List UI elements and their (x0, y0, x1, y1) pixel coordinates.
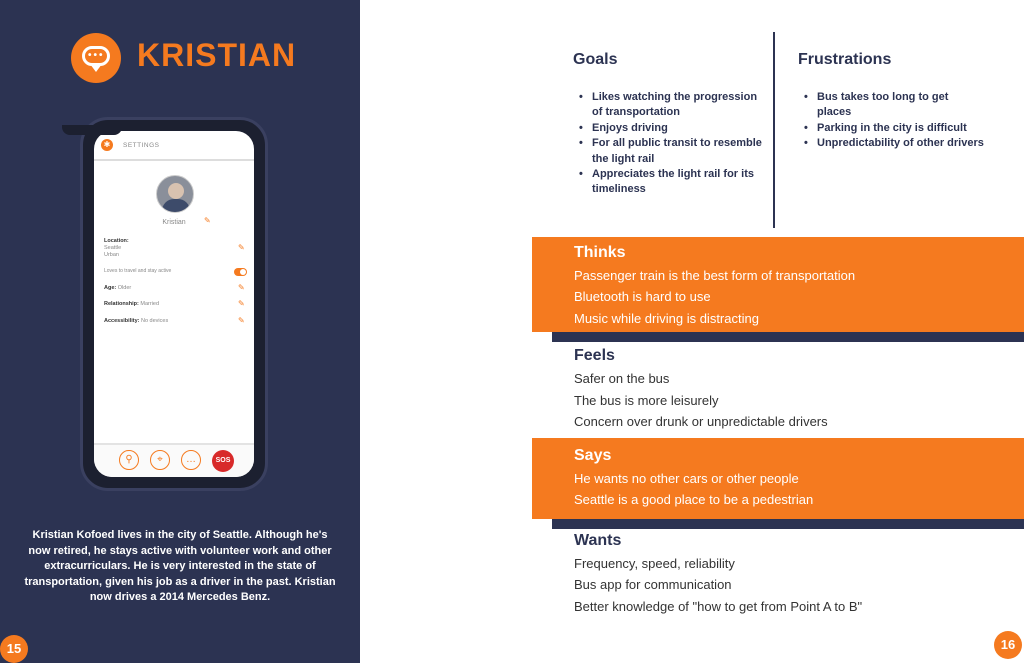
settings-title: SETTINGS (123, 141, 160, 149)
phone-notch (62, 125, 122, 135)
edit-age-pencil-icon[interactable]: ✎ (238, 283, 245, 292)
gear-icon[interactable]: ✱ (101, 139, 113, 151)
phone-bottom-bar (94, 443, 254, 477)
feels-item: Concern over drunk or unpredictable drivers (574, 414, 828, 429)
feels-title: Feels (574, 347, 615, 364)
page-number-left: 15 (0, 635, 28, 663)
edit-name-pencil-icon[interactable]: ✎ (204, 216, 211, 225)
list-item: • Parking in the city is difficult (804, 121, 984, 136)
frustrations-list (804, 90, 984, 152)
phone-screen (94, 131, 254, 477)
list-item: • Appreciates the light rail for its timeliness (579, 167, 765, 198)
list-item: • For all public transit to resemble the light rail (579, 136, 765, 167)
list-item: • Enjoys driving (579, 121, 765, 136)
phone-mockup (80, 117, 268, 491)
list-item: • Bus takes too long to get places (804, 90, 984, 121)
age-row: Age: Older (104, 285, 132, 291)
persona-bio: Kristian Kofoed lives in the city of Seattle. Although he's now retired, he stays active with volunteer work and other extracurriculars. He is very interested in the state of transportation, given his job as a driver in the past. Kristian now drives a 2014 Mercedes Benz. (24, 529, 336, 603)
accessibility-row: Accessibility: No devices (104, 318, 169, 324)
wants-title: Wants (574, 532, 622, 549)
thinks-item: Bluetooth is hard to use (574, 289, 711, 304)
settings-header (94, 131, 254, 161)
edit-accessibility-pencil-icon[interactable]: ✎ (238, 316, 245, 325)
thinks-band-shadow (552, 332, 1024, 342)
pin-icon[interactable]: ⚲ (119, 450, 139, 470)
feels-item: The bus is more leisurely (574, 393, 719, 408)
map-icon[interactable]: ⌖ (150, 450, 170, 470)
wants-item: Frequency, speed, reliability (574, 556, 735, 571)
frustrations-title: Frustrations (798, 51, 892, 68)
says-title: Says (574, 447, 612, 464)
sos-button[interactable]: SOS (212, 450, 234, 472)
wants-item: Better knowledge of "how to get from Point A to B" (574, 599, 863, 614)
chat-icon[interactable]: … (181, 450, 201, 470)
persona-name: KRISTIAN (137, 37, 297, 73)
goals-list (579, 90, 765, 198)
chat-bubble-icon: ••• (71, 33, 121, 83)
activity-toggle[interactable] (234, 268, 247, 276)
profile-name: Kristian (162, 219, 186, 226)
feels-item: Safer on the bus (574, 371, 670, 386)
relationship-row: Relationship: Married (104, 301, 160, 307)
list-item: • Likes watching the progression of transportation (579, 90, 765, 121)
edit-location-pencil-icon[interactable]: ✎ (238, 243, 245, 252)
says-item: He wants no other cars or other people (574, 471, 799, 486)
goals-title: Goals (573, 51, 618, 68)
thinks-item: Music while driving is distracting (574, 311, 759, 326)
page-number-right: 16 (994, 631, 1022, 659)
left-page (0, 0, 360, 663)
activity-toggle-label: Loves to travel and stay active (104, 268, 172, 274)
avatar (156, 175, 194, 213)
says-band-shadow (552, 519, 1024, 529)
column-divider (773, 32, 775, 228)
thinks-item: Passenger train is the best form of transportation (574, 268, 856, 283)
edit-relationship-pencil-icon[interactable]: ✎ (238, 299, 245, 308)
wants-item: Bus app for communication (574, 577, 732, 592)
thinks-title: Thinks (574, 244, 626, 261)
list-item: • Unpredictability of other drivers (804, 136, 984, 151)
location-label: Location: (104, 238, 129, 244)
location-type: Urban (104, 252, 119, 258)
says-item: Seattle is a good place to be a pedestrian (574, 492, 814, 507)
location-city: Seattle (104, 245, 122, 251)
